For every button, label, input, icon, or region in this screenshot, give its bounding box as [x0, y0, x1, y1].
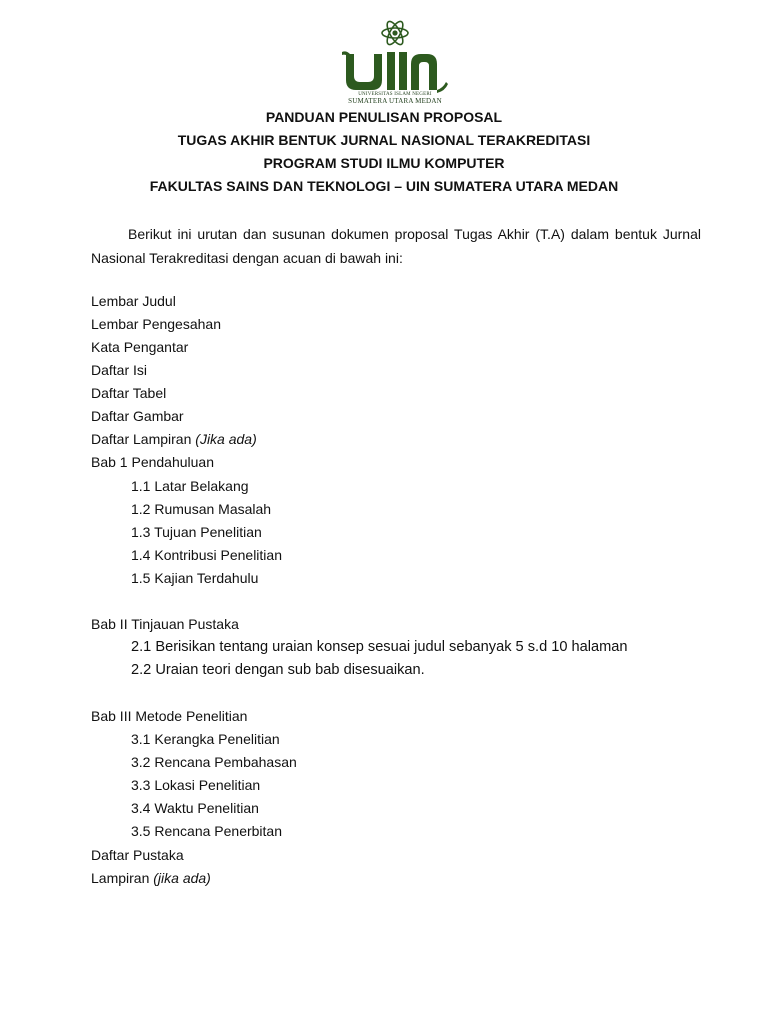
lampiran-note: (jika ada) [153, 870, 211, 886]
list-item: 3.2 Rencana Pembahasan [131, 754, 297, 770]
list-item: 2.1 Berisikan tentang uraian konsep sesuai judul sebanyak 5 s.d 10 halaman [131, 639, 628, 655]
daftar-lampiran-label: Daftar Lampiran [91, 431, 192, 447]
list-item: 3.4 Waktu Penelitian [131, 800, 259, 816]
list-item: 1.2 Rumusan Masalah [131, 501, 272, 517]
bab2-title: Bab II Tinjauan Pustaka [91, 616, 239, 632]
list-item: 3.3 Lokasi Penelitian [131, 777, 261, 793]
list-item: Daftar Isi [91, 362, 148, 378]
heading-2: TUGAS AKHIR BENTUK JURNAL NASIONAL TERAKREDITASI [177, 132, 591, 148]
list-item-daftar-lampiran [91, 428, 257, 450]
lampiran-item [91, 867, 211, 889]
list-item: Lembar Pengesahan [91, 316, 221, 332]
list-item: 1.4 Kontribusi Penelitian [131, 547, 282, 563]
daftar-lampiran-note: (Jika ada) [195, 431, 257, 447]
uin-logo-icon [340, 18, 450, 102]
intro-paragraph: Berikut ini urutan dan susunan dokumen proposal Tugas Akhir (T.A) dalam bentuk Jurnal Nasional Terakreditasi dengan acuan di bawah ini: [91, 226, 701, 266]
list-item: 1.3 Tujuan Penelitian [131, 524, 262, 540]
bab1-title: Bab 1 Pendahuluan [91, 454, 214, 470]
logo-caption-line1: UNIVERSITAS ISLAM NEGERI [358, 92, 432, 97]
logo-caption-line2: SUMATERA UTARA MEDAN [348, 97, 442, 105]
list-item: 3.1 Kerangka Penelitian [131, 731, 280, 747]
list-item: 1.1 Latar Belakang [131, 478, 249, 494]
heading-3: PROGRAM STUDI ILMU KOMPUTER [263, 155, 505, 171]
heading-1: PANDUAN PENULISAN PROPOSAL [265, 109, 503, 125]
list-item: 1.5 Kajian Terdahulu [131, 570, 259, 586]
list-item: 3.5 Rencana Penerbitan [131, 823, 282, 839]
logo-caption [340, 92, 450, 105]
list-item: 2.2 Uraian teori dengan sub bab disesuaikan. [131, 662, 425, 678]
bab3-title: Bab III Metode Penelitian [91, 708, 248, 724]
list-item: Lembar Judul [91, 293, 176, 309]
lampiran-label: Lampiran [91, 870, 150, 886]
list-item: Kata Pengantar [91, 339, 189, 355]
list-item: Daftar Gambar [91, 408, 184, 424]
heading-4: FAKULTAS SAINS DAN TEKNOLOGI – UIN SUMATERA UTARA MEDAN [149, 178, 619, 194]
daftar-pustaka: Daftar Pustaka [91, 847, 184, 863]
list-item: Daftar Tabel [91, 385, 167, 401]
